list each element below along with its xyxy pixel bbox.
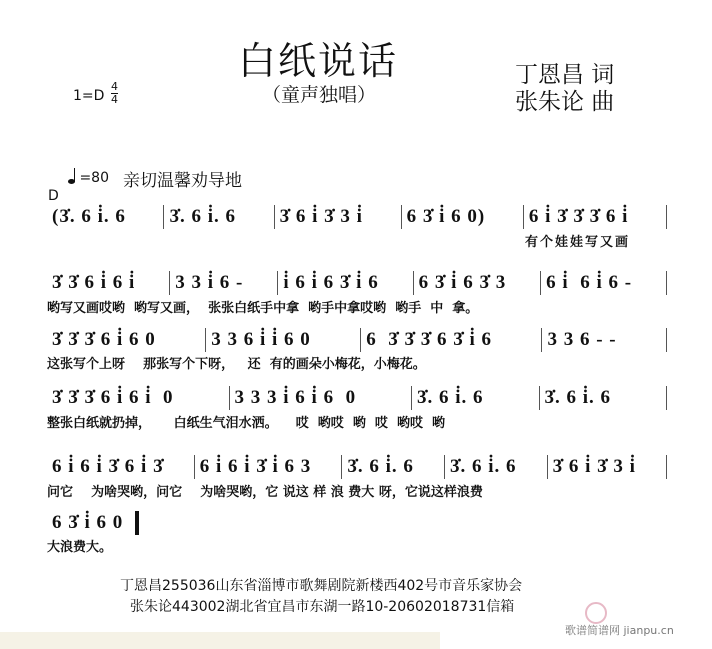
measure: 6 i̇ 3̇ 3̇ 3̇ 6 i̇	[524, 205, 667, 229]
measure: 3̇ 3̇ 6 i̇ 6 i̇	[47, 271, 170, 295]
measure: 3̇. 6 i̇. 6	[412, 386, 539, 410]
watermark-logo-icon	[585, 602, 607, 624]
watermark: 歌谱简谱网 jianpu.cn	[565, 624, 674, 637]
bottom-band	[0, 632, 440, 649]
notation-row-6	[47, 511, 667, 535]
measure: 3 3 6 i̇ i̇ 6 0	[206, 328, 361, 352]
composer-address: 张朱论443002湖北省宜昌市东湖一路10-20602018731信箱	[130, 599, 515, 615]
time-sig-bottom: 4	[111, 93, 118, 106]
measure: 3̇ 3̇ 3̇ 6 i̇ 6 0	[47, 328, 206, 352]
measure: 3 3 3 i̇ 6 i̇ 6 0	[230, 386, 413, 410]
measure: i̇ 6 i̇ 6 3̇ i̇ 6	[278, 271, 413, 295]
lyricist-address: 丁恩昌255036山东省淄博市歌舞剧院新楼西402号市音乐家协会	[120, 578, 523, 594]
lyrics-row-3: 这张写个上呀 那张写个下呀， 还 有的画朵小梅花，小梅花。	[47, 357, 426, 372]
notation-row-1	[47, 205, 667, 229]
measure: 3 3 6 - -	[542, 328, 667, 352]
measure: 3̇. 6 i̇. 6	[342, 455, 445, 479]
lyrics-row-2: 哟写又画哎哟 哟写又画， 张张白纸手中拿 哟手中拿哎哟 哟手 中 拿。	[47, 301, 479, 316]
measure: 3̇. 6 i̇. 6	[445, 455, 548, 479]
measure: 6 i̇ 6 i̇ 3̇ i̇ 6 3	[195, 455, 343, 479]
measure: 6 3̇ i̇ 6 0)	[402, 205, 524, 229]
tempo-marking	[68, 170, 109, 186]
measure: 3̇ 6 i̇ 3̇ 3 i̇	[548, 455, 667, 479]
measure: 3̇ 3̇ 3̇ 6 i̇ 6 i̇ 0	[47, 386, 230, 410]
lyrics-row-4: 整张白纸就扔掉， 白纸生气泪水洒。 哎 哟哎 哟 哎 哟哎 哟	[47, 416, 445, 431]
lyrics-row-5: 问它 为啥哭哟，问它 为啥哭哟，它 说这 样 浪 费大 呀，它说这样浪费	[47, 485, 483, 500]
measure: 3̇. 6 i̇. 6	[540, 386, 667, 410]
tempo-value: =80	[79, 170, 109, 186]
lyricist: 丁恩昌 词	[515, 62, 615, 88]
key-letter: D	[48, 188, 59, 204]
measure: 3̇ 6 i̇ 3̇ 3 i̇	[275, 205, 402, 229]
notation-row-2	[47, 271, 667, 295]
key-signature: 1=D	[73, 88, 105, 104]
composer: 张朱论 曲	[515, 89, 615, 115]
time-signature	[111, 81, 118, 106]
measure: 3̇. 6 i̇. 6	[164, 205, 274, 229]
notation-row-5	[47, 455, 667, 479]
song-title: 白纸说话	[238, 39, 399, 83]
song-subtitle: （童声独唱）	[262, 84, 377, 106]
measure: 3 3 i̇ 6 -	[170, 271, 278, 295]
measure: 6 i̇ 6 i̇ 6 -	[541, 271, 667, 295]
measure: (3̇. 6 i̇. 6	[47, 205, 164, 229]
measure: 6 3̇ i̇ 6 0	[47, 511, 139, 535]
measure: 6 3̇ i̇ 6 3̇ 3	[414, 271, 542, 295]
lyrics-row-1: 有个娃娃写又画	[525, 235, 631, 250]
measure: 6 i̇ 6 i̇ 3̇ 6 i̇ 3̇	[47, 455, 195, 479]
lyrics-row-6: 大浪费大。	[47, 540, 113, 555]
notation-row-4	[47, 386, 667, 410]
time-sig-top: 4	[111, 80, 118, 93]
expression-marking: 亲切温馨劝导地	[123, 171, 242, 191]
quarter-note-icon	[68, 179, 75, 184]
notation-row-3	[47, 328, 667, 352]
measure: 6 3̇ 3̇ 3̇ 6 3̇ i̇ 6	[361, 328, 542, 352]
